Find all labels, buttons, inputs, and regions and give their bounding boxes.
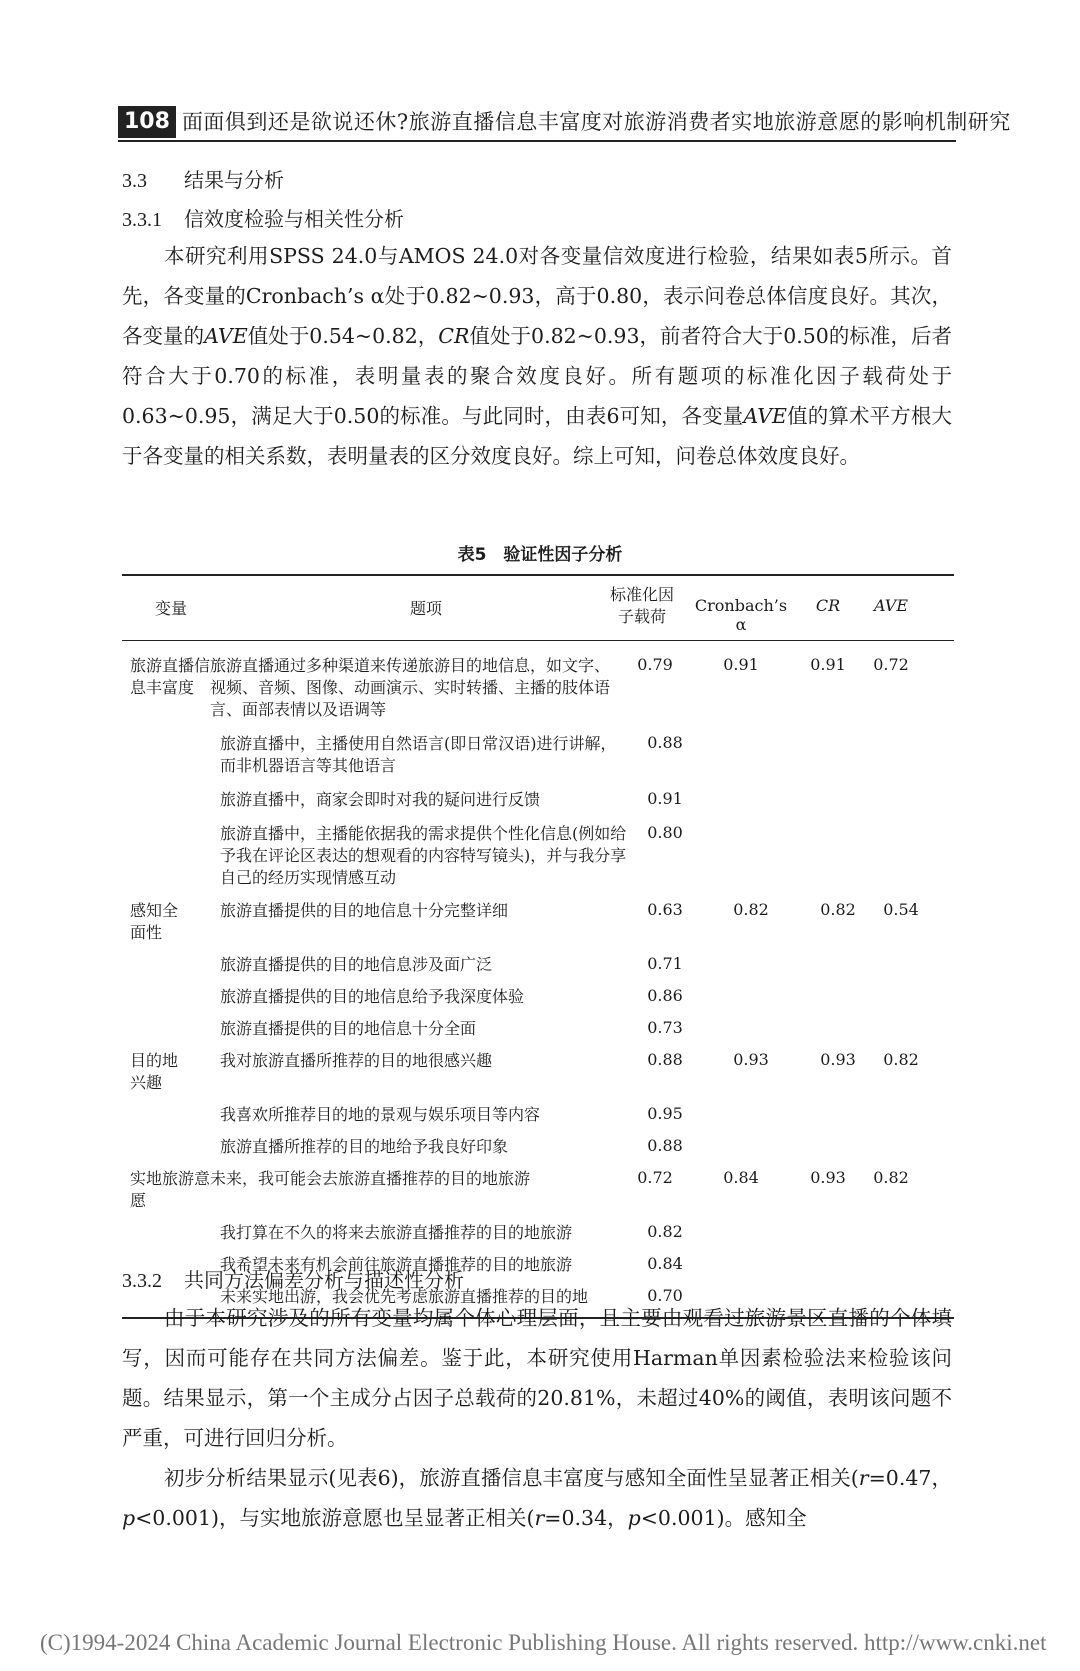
cell-loading: 0.84 xyxy=(647,1254,683,1273)
group-interest xyxy=(122,1045,954,1163)
cell-item: 我喜欢所推荐目的地的景观与娱乐项目等内容 xyxy=(220,1105,541,1124)
cfa-table xyxy=(122,574,954,1319)
cell-item: 旅游直播提供的目的地信息给予我深度体验 xyxy=(220,987,525,1006)
paragraph-correlation: 初步分析结果显示(见表6)，旅游直播信息丰富度与感知全面性呈显著正相关(r=0.47，p<0.001)，与实地旅游意愿也呈显著正相关(r=0.34，p<0.001)。感知全 xyxy=(122,1466,952,1530)
table-row xyxy=(122,981,954,1013)
cell-item: 旅游直播提供的目的地信息涉及面广泛 xyxy=(220,955,493,974)
cell-alpha: 0.91 xyxy=(723,655,759,674)
table-row xyxy=(122,1099,954,1131)
table-row xyxy=(122,783,954,817)
header-loading: 标准化因子载荷 xyxy=(609,585,674,626)
cell-item: 旅游直播通过多种渠道来传递旅游目的地信息，如文字、视频、音频、图像、动画演示、实时转播、主播的肢体语言、面部表情以及语调等 xyxy=(210,656,611,719)
table-row xyxy=(122,949,954,981)
cell-cr: 0.91 xyxy=(810,655,846,674)
group-comprehensiveness xyxy=(122,895,954,1045)
cell-variable: 实地旅游意愿 xyxy=(130,1169,211,1210)
cell-loading: 0.72 xyxy=(637,1168,673,1187)
cell-loading: 0.88 xyxy=(647,1136,683,1155)
cell-item: 旅游直播中，主播使用自然语言(即日常汉语)进行讲解，而非机器语言等其他语言 xyxy=(220,734,617,775)
cell-loading: 0.63 xyxy=(647,900,683,919)
header-variable: 变量 xyxy=(154,599,187,618)
section-title: 共同方法偏差分析与描述性分析 xyxy=(184,1268,464,1292)
cell-item: 未来实地出游，我会优先考虑旅游直播推荐的目的地 xyxy=(220,1287,589,1306)
header-cr: CR xyxy=(815,596,841,615)
group-richness xyxy=(122,649,954,895)
table-row xyxy=(122,1013,954,1045)
cell-alpha: 0.82 xyxy=(733,900,769,919)
table-row xyxy=(122,1217,954,1249)
section-title: 信效度检验与相关性分析 xyxy=(184,207,404,231)
cell-variable: 感知全面性 xyxy=(130,901,179,942)
cell-item: 我打算在不久的将来去旅游直播推荐的目的地旅游 xyxy=(220,1223,573,1242)
table-caption: 表5 验证性因子分析 xyxy=(457,545,623,565)
cell-ave: 0.72 xyxy=(873,655,909,674)
cell-cr: 0.82 xyxy=(820,900,856,919)
cell-loading: 0.80 xyxy=(647,823,683,842)
section-number: 3.3.2 xyxy=(122,1270,162,1292)
paragraph-reliability: 本研究利用SPSS 24.0与AMOS 24.0对各变量信效度进行检验，结果如表5所示。首先，各变量的Cronbach’s α处于0.82~0.93，高于0.80，表示问卷总体信度良好。其次，各变量的AVE值处于0.54~0.82，CR值处于0.82~0.93，前者符合大于0.50的标准，后者符合大于0.70的标准，表明量表的聚合效度良好。所有题项的标准化因子载荷处于0.63~0.95，满足大于0.50的标准。与此同时，由表6可知，各变量AVE值的算术平方根大于各变量的相关系数，表明量表的区分效度良好。综上可知，问卷总体效度良好。 xyxy=(122,244,953,468)
cell-alpha: 0.84 xyxy=(723,1168,759,1187)
cell-loading: 0.86 xyxy=(647,986,683,1005)
table-row xyxy=(122,1045,954,1099)
header-ave: AVE xyxy=(874,596,908,615)
cell-cr: 0.93 xyxy=(820,1050,856,1069)
paragraph-cmb: 由于本研究涉及的所有变量均属个体心理层面，且主要由观看过旅游景区直播的个体填写，因而可能存在共同方法偏差。鉴于此，本研究使用Harman单因素检验法来检验该问题。结果显示，第一个主成分占因子总载荷的20.81%，未超过40%的阈值，表明该问题不严重，可进行回归分析。 xyxy=(122,1306,952,1450)
section-number: 3.3 xyxy=(122,170,147,192)
table-header xyxy=(122,576,954,641)
cell-ave: 0.54 xyxy=(883,900,919,919)
table-body xyxy=(122,641,954,1317)
cell-item: 旅游直播所推荐的目的地给予我良好印象 xyxy=(220,1137,509,1156)
cell-loading: 0.71 xyxy=(647,954,683,973)
running-header xyxy=(118,104,1011,142)
section-number: 3.3.1 xyxy=(122,209,162,231)
section-heading-3-3-2 xyxy=(122,1264,464,1293)
cell-ave: 0.82 xyxy=(873,1168,909,1187)
table-row xyxy=(122,817,954,895)
table-row xyxy=(122,1163,954,1217)
section-heading-3-3 xyxy=(122,164,284,193)
cell-item: 旅游直播提供的目的地信息十分完整详细 xyxy=(220,901,509,920)
cell-loading: 0.88 xyxy=(647,1050,683,1069)
table-row xyxy=(122,1131,954,1163)
cell-item: 旅游直播提供的目的地信息十分全面 xyxy=(220,1019,477,1038)
cell-alpha: 0.93 xyxy=(733,1050,769,1069)
page-number: 108 xyxy=(118,106,176,138)
cell-loading: 0.88 xyxy=(647,733,683,752)
cell-variable: 目的地兴趣 xyxy=(130,1051,179,1092)
cell-ave: 0.82 xyxy=(883,1050,919,1069)
cell-loading: 0.82 xyxy=(647,1222,683,1241)
header-alpha: Cronbach’s α xyxy=(694,596,788,634)
section-heading-3-3-1 xyxy=(122,203,404,232)
cell-cr: 0.93 xyxy=(810,1168,846,1187)
cell-item: 旅游直播中，主播能依据我的需求提供个性化信息(例如给予我在评论区表达的想观看的内容特写镜头)，并与我分享自己的经历实现情感互动 xyxy=(220,824,627,887)
cell-item: 旅游直播中，商家会即时对我的疑问进行反馈 xyxy=(220,790,541,809)
cell-loading: 0.70 xyxy=(647,1286,683,1305)
header-title: 面面俱到还是欲说还休?旅游直播信息丰富度对旅游消费者实地旅游意愿的影响机制研究 xyxy=(181,110,1011,134)
table-row xyxy=(122,727,954,783)
cell-loading: 0.73 xyxy=(647,1018,683,1037)
cell-item: 未来，我可能会去旅游直播推荐的目的地旅游 xyxy=(210,1169,531,1188)
cell-loading: 0.91 xyxy=(647,789,683,808)
header-item: 题项 xyxy=(409,599,442,618)
cell-item: 我对旅游直播所推荐的目的地很感兴趣 xyxy=(220,1051,493,1070)
section-title: 结果与分析 xyxy=(184,168,284,192)
cell-loading: 0.95 xyxy=(647,1104,683,1123)
copyright-footer: (C)1994-2024 China Academic Journal Electronic Publishing House. All rights reserved. http://www.cnki.net xyxy=(40,1630,1047,1655)
cell-variable: 旅游直播信息丰富度 xyxy=(130,656,211,697)
table-row xyxy=(122,649,954,727)
cell-loading: 0.79 xyxy=(637,655,673,674)
cell-item: 我希望未来有机会前往旅游直播推荐的目的地旅游 xyxy=(220,1255,573,1274)
table-row xyxy=(122,895,954,949)
